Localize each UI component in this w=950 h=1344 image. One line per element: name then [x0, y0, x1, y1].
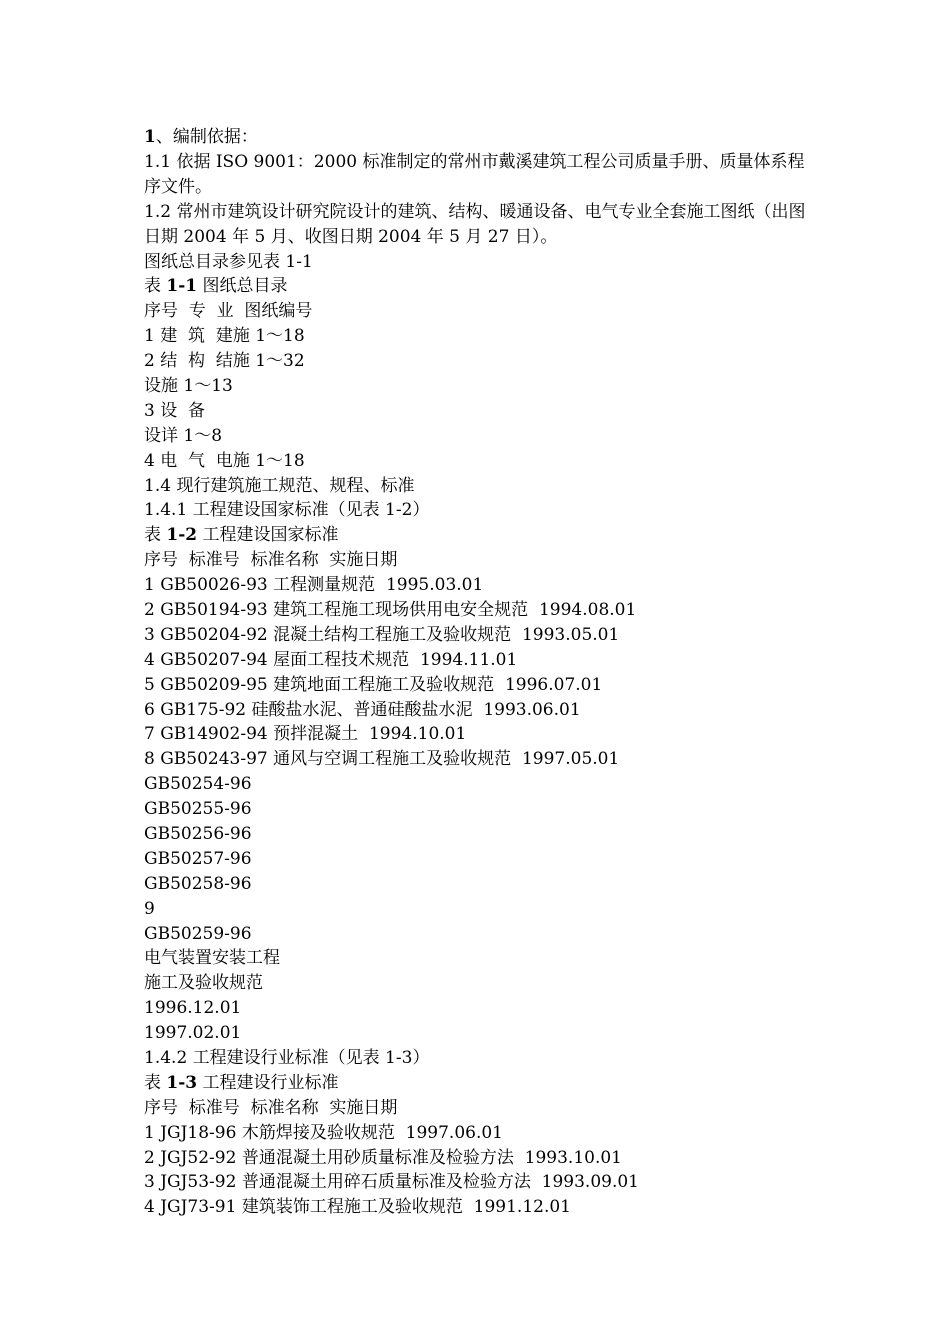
basis-paragraph-1-2: 1.2 常州市建筑设计研究院设计的建筑、结构、暖通设备、电气专业全套施工图纸（出图日期 2004 年 5 月、收图日期 2004 年 5 月 27 日）。	[144, 201, 806, 247]
table-1-1-header: 序号 专 业 图纸编号	[144, 301, 313, 322]
section-number: 1	[144, 127, 156, 147]
table-row: 2 结 构 结施 1～32	[144, 351, 305, 372]
drawing-index-reference: 图纸总目录参见表 1-1	[144, 251, 313, 272]
table-row: 施工及验收规范	[144, 973, 263, 994]
table-row: 4 电 气 电施 1～18	[144, 450, 305, 471]
section-1-4-2-heading: 1.4.2 工程建设行业标准（见表 1-3）	[144, 1048, 430, 1069]
table-1-2-header: 序号 标准号 标准名称 实施日期	[144, 550, 398, 571]
table-row: 1996.12.01	[144, 998, 242, 1019]
table-row: GB50256-96	[144, 824, 252, 844]
table-row: 2 JGJ52-92 普通混凝土用砂质量标准及检验方法 1993.10.01	[144, 1147, 622, 1168]
table-row: 1997.02.01	[144, 1023, 242, 1044]
caption-number: 1-2	[166, 525, 198, 546]
table-row: 5 GB50209-95 建筑地面工程施工及验收规范 1996.07.01	[144, 674, 603, 695]
table-row: GB50254-96	[144, 774, 252, 795]
table-row: 1 建 筑 建施 1～18	[144, 326, 305, 347]
table-row: 1 JGJ18-96 木筋焊接及验收规范 1997.06.01	[144, 1122, 503, 1143]
table-row: 设施 1～13	[144, 375, 233, 396]
section-1-4-heading: 1.4 现行建筑施工规范、规程、标准	[144, 475, 415, 496]
table-1-3-header: 序号 标准号 标准名称 实施日期	[144, 1097, 398, 1118]
table-row: GB50257-96	[144, 848, 252, 869]
basis-paragraph-1-1: 1.1 依据 ISO 9001：2000 标准制定的常州市戴溪建筑工程公司质量手册、质量体系程序文件。	[144, 151, 805, 197]
caption-number: 1-3	[166, 1072, 198, 1093]
caption-title: 工程建设国家标准	[197, 525, 339, 546]
table-1-1-caption	[144, 274, 814, 299]
caption-number: 1-1	[166, 276, 198, 297]
table-row: GB50258-96	[144, 873, 252, 894]
table-row: 3 GB50204-92 混凝土结构工程施工及验收规范 1993.05.01	[144, 624, 620, 645]
caption-prefix: 表	[144, 276, 167, 297]
table-row: 电气装置安装工程	[144, 948, 280, 969]
table-row: 4 GB50207-94 屋面工程技术规范 1994.11.01	[144, 649, 518, 670]
table-row: 1 GB50026-93 工程测量规范 1995.03.01	[144, 575, 484, 596]
table-row: 2 GB50194-93 建筑工程施工现场供用电安全规范 1994.08.01	[144, 599, 637, 620]
table-row: 7 GB14902-94 预拌混凝土 1994.10.01	[144, 724, 467, 745]
caption-prefix: 表	[144, 525, 167, 546]
document-body	[144, 125, 814, 1220]
section-heading	[144, 125, 814, 150]
caption-prefix: 表	[144, 1072, 167, 1093]
table-row: GB50259-96	[144, 923, 252, 944]
table-1-2-caption	[144, 523, 814, 548]
caption-title: 工程建设行业标准	[197, 1072, 339, 1093]
table-row: 设详 1～8	[144, 425, 223, 446]
section-1-4-1-heading: 1.4.1 工程建设国家标准（见表 1-2）	[144, 500, 430, 521]
caption-title: 图纸总目录	[197, 276, 288, 297]
table-row: 8 GB50243-97 通风与空调工程施工及验收规范 1997.05.01	[144, 749, 620, 770]
table-row: 6 GB175-92 硅酸盐水泥、普通硅酸盐水泥 1993.06.01	[144, 699, 581, 720]
table-row: 9	[144, 898, 155, 919]
table-row: 4 JGJ73-91 建筑装饰工程施工及验收规范 1991.12.01	[144, 1197, 571, 1218]
table-row: GB50255-96	[144, 799, 252, 820]
section-heading-text: 、编制依据：	[155, 127, 258, 147]
table-row: 3 设 备	[144, 400, 206, 421]
table-row: 3 JGJ53-92 普通混凝土用碎石质量标准及检验方法 1993.09.01	[144, 1172, 639, 1193]
table-1-3-caption	[144, 1071, 814, 1096]
